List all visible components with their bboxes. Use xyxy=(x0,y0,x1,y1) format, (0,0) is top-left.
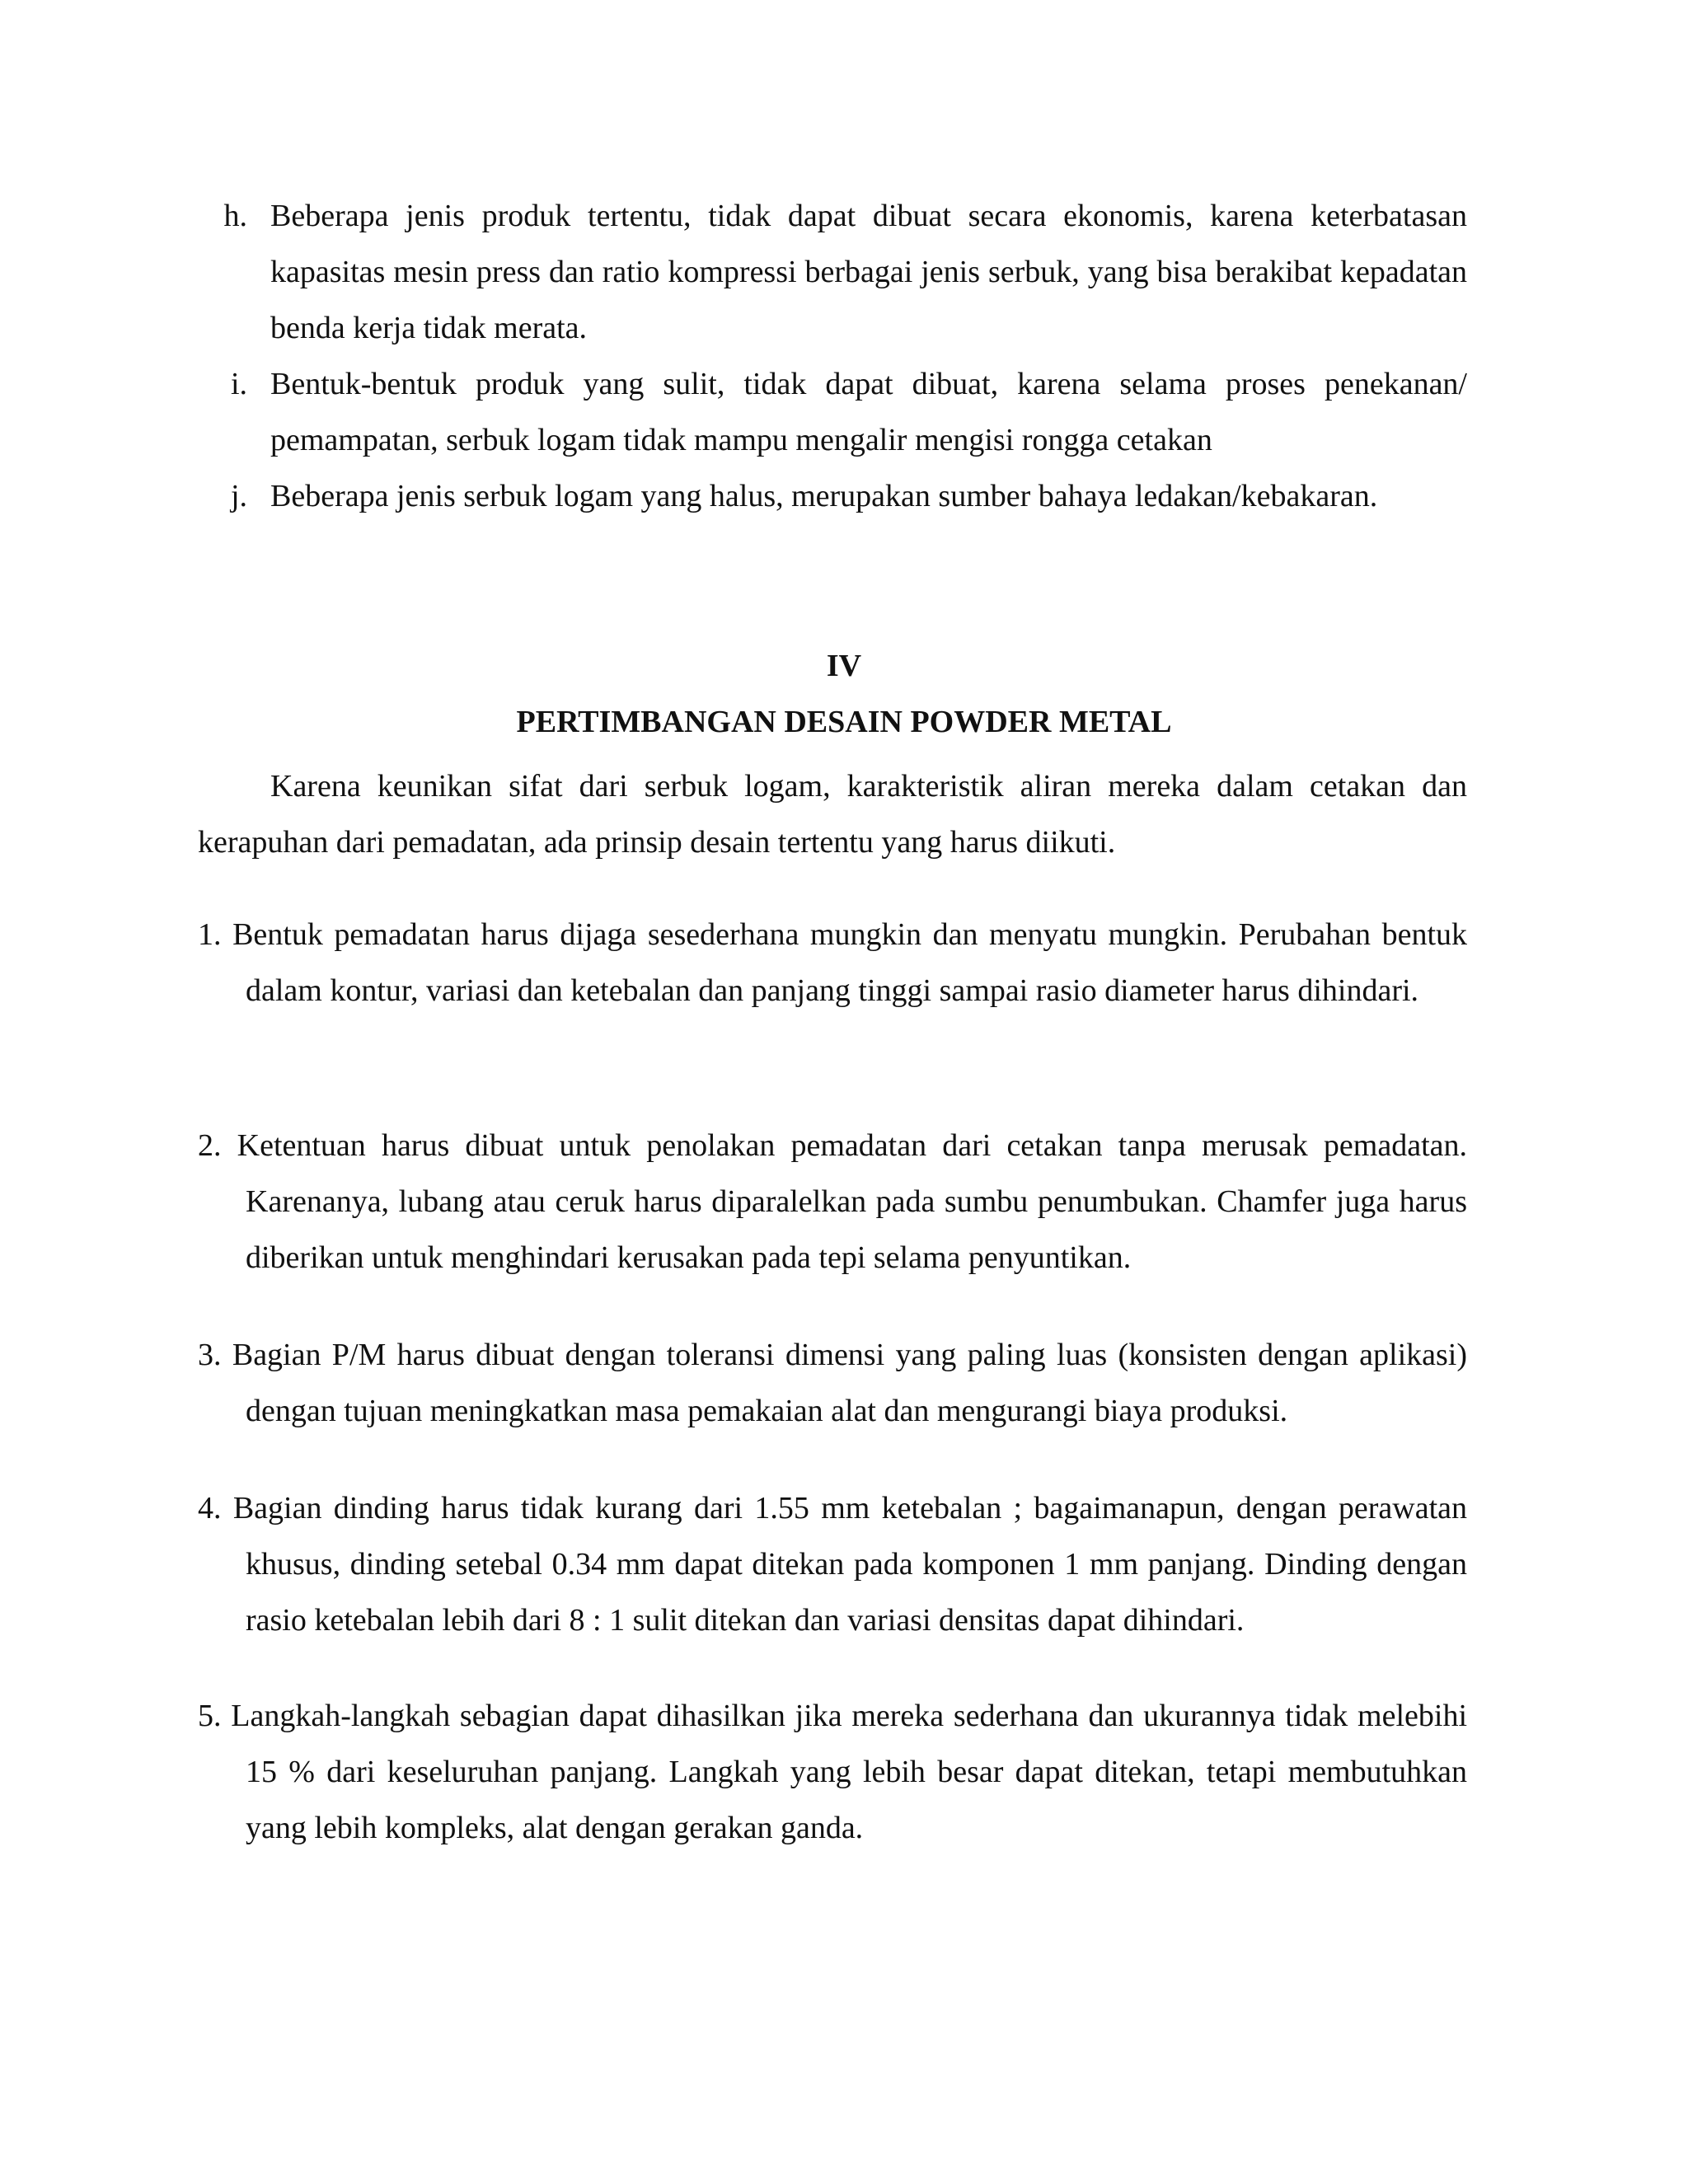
list-item-text: Bentuk pemadatan harus dijaga sesederhana mungkin dan menyatu mungkin. Perubahan bentuk dalam kontur, variasi dan ketebalan dan panjang tinggi sampai rasio diameter harus dihindari. xyxy=(232,917,1467,1008)
chapter-number: IV xyxy=(826,649,862,683)
lettered-list xyxy=(198,188,1467,524)
list-item-text: Langkah-langkah sebagian dapat dihasilkan jika mereka sederhana dan ukurannya tidak melebihi 15 % dari keseluruhan panjang. Langkah yang lebih besar dapat ditekan, tetapi membutuhkan yang lebih kompleks, alat dengan gerakan ganda. xyxy=(231,1699,1468,1845)
list-item-text: Beberapa jenis produk tertentu, tidak dapat dibuat secara ekonomis, karena keterbatasan kapasitas mesin press dan ratio kompressi berbagai jenis serbuk, yang bisa berakibat kepadatan benda kerja tidak merata. xyxy=(270,199,1467,345)
list-item-h xyxy=(198,188,1467,356)
list-item-text: Beberapa jenis serbuk logam yang halus, merupakan sumber bahaya ledakan/kebakaran. xyxy=(270,479,1378,513)
list-marker: i. xyxy=(230,367,247,401)
list-item-text: Bentuk-bentuk produk yang sulit, tidak dapat dibuat, karena selama proses penekanan/ pemampatan, serbuk logam tidak mampu mengalir mengisi rongga cetakan xyxy=(270,367,1467,457)
numbered-item-4 xyxy=(198,1480,1467,1648)
intro-paragraph: Karena keunikan sifat dari serbuk logam, karakteristik aliran mereka dalam cetakan dan kerapuhan dari pemadatan, ada prinsip desain tertentu yang harus diikuti. xyxy=(198,769,1467,860)
numbered-item-3 xyxy=(198,1327,1467,1439)
list-item-text: Ketentuan harus dibuat untuk penolakan pemadatan dari cetakan tanpa merusak pemadatan. Karenanya, lubang atau ceruk harus diparalelkan pada sumbu penumbukan. Chamfer juga harus diberikan untuk menghindari kerusakan pada tepi selama penyuntikan. xyxy=(237,1128,1467,1275)
list-marker: 4. xyxy=(198,1491,233,1526)
list-marker: 5. xyxy=(198,1699,232,1733)
list-marker: j. xyxy=(230,479,247,513)
chapter-title: PERTIMBANGAN DESAIN POWDER METAL xyxy=(516,705,1172,739)
list-item-i xyxy=(198,356,1467,468)
list-item-text: Bagian dinding harus tidak kurang dari 1.55 mm ketebalan ; bagaimanapun, dengan perawatan khusus, dinding setebal 0.34 mm dapat ditekan pada komponen 1 mm panjang. Dinding dengan rasio ketebalan lebih dari 8 : 1 sulit ditekan dan variasi densitas dapat dihindari. xyxy=(232,1491,1468,1638)
list-marker: 3. xyxy=(198,1338,232,1372)
numbered-item-1 xyxy=(198,907,1467,1019)
list-marker: 1. xyxy=(198,917,233,952)
numbered-item-5 xyxy=(198,1688,1467,1856)
list-item-j xyxy=(198,468,1467,524)
list-item-text: Bagian P/M harus dibuat dengan toleransi dimensi yang paling luas (konsisten dengan aplikasi) dengan tujuan meningkatkan masa pemakaian alat dan mengurangi biaya produksi. xyxy=(232,1338,1468,1428)
list-marker: 2. xyxy=(198,1128,237,1163)
list-marker: h. xyxy=(223,199,247,233)
numbered-item-2 xyxy=(198,1118,1467,1286)
